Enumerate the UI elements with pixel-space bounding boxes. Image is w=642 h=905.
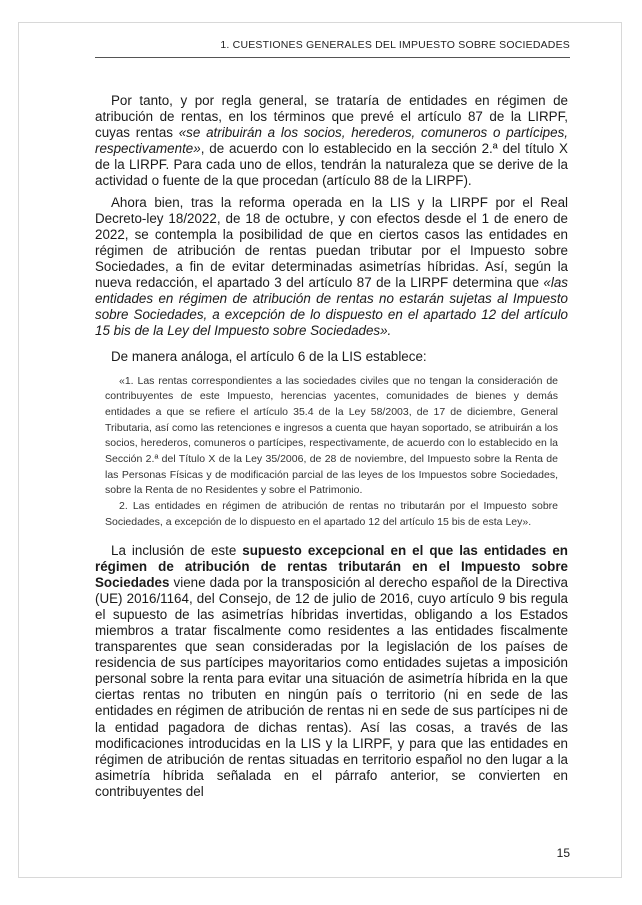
legal-quote (105, 374, 558, 531)
paragraph-2 (95, 195, 568, 340)
page-number: 15 (556, 846, 570, 860)
header-rule (95, 57, 570, 58)
paragraph-4-text-c: viene dada por la transposición al derecho español de la Directiva (UE) 2016/1164, del Consejo, de 12 de julio de 2016, cuyo artículo 9 bis regula el supuesto de las asimetrías híbridas invertidas, obligando a los Estados miembros a tratar fiscalmente como residentes a las entidades fiscalmente transparentes que sean consideradas por la legislación de los países de residencia de sus partícipes mayoritarios como entidades sujetas a imposición personal sobre la renta para evitar una situación de asimetría híbrida en la que ciertas rentas no tributen en ningún país o territorio (ni en sede de las entidades en régimen de atribución de rentas ni en sede de sus partícipes ni de la entidad pagadora de dichas rentas). Así las cosas, a través de las modificaciones introducidas en la LIS y la LIRPF, y para que las entidades en régimen de atribución de rentas situadas en territorio español no den lugar a la asimetría híbrida señalada en el párrafo anterior, se convierten en contribuyentes del (95, 574, 568, 799)
paragraph-4-text-a: La inclusión de este (111, 542, 243, 558)
legal-quote-item-2: 2. Las entidades en régimen de atribución de rentas no tributarán por el Impuesto sobre Sociedades, a excepción de lo dispuesto en el apartado 12 del artículo 15 bis de esta Ley». (105, 500, 558, 528)
page-body (95, 93, 568, 805)
running-header: 1. CUESTIONES GENERALES DEL IMPUESTO SOBRE SOCIEDADES (220, 39, 570, 51)
paragraph-4-bold: supuesto excepcional en el que las entidades en régimen de atribución de rentas tributarán en el Impuesto sobre Sociedades (95, 542, 568, 590)
paragraph-1 (95, 93, 568, 190)
legal-quote-item-1: «1. Las rentas correspondientes a las sociedades civiles que no tengan la consideración de contribuyentes de este Impuesto, herencias yacentes, comunidades de bienes y demás entidades a que se refiere el artículo 35.4 de la Ley 58/2003, de 17 de diciembre, General Tributaria, así como las retenciones e ingresos a cuenta que hayan soportado, se atribuirán a los socios, herederos, comuneros o partícipes, respectivamente, de acuerdo con lo establecido en la Sección 2.ª del Título X de la Ley 35/2006, de 28 de noviembre, del Impuesto sobre la Renta de las Personas Físicas y de modificación parcial de las leyes de los Impuestos sobre Sociedades, sobre la Renta de no Residentes y sobre el Patrimonio. (105, 374, 558, 497)
paragraph-4 (95, 543, 568, 801)
paragraph-1-text-c: , de acuerdo con lo establecido en la sección 2.ª del título X de la LIRPF. Para cada uno de ellos, tendrán la naturaleza que se derive de la actividad o fuente de la que procedan (artículo 88 de la LIRPF). (95, 141, 568, 189)
paragraph-1-text-a: Por tanto, y por regla general, se trataría de entidades en régimen de atribución de rentas, en los términos que prevé el artículo 87 de la LIRPF, cuyas rentas (95, 93, 568, 141)
paragraph-2-text-a: Ahora bien, tras la reforma operada en la LIS y la LIRPF por el Real Decreto-ley 18/2022, de 18 de octubre, y con efectos desde el 1 de enero de 2022, se contempla la posibilidad de que en ciertos casos las entidades en régimen de atribución de rentas puedan tributar por el Impuesto sobre Sociedades, a fin de evitar determinadas asimetrías híbridas. Así, según la nueva redacción, el apartado 3 del artículo 87 de la LIRPF determina que (95, 194, 568, 291)
paragraph-2-quote: «las entidades en régimen de atribución de rentas no estarán sujetas al Impuesto sobre Sociedades, a excepción de lo dispuesto en el apartado 12 del artículo 15 bis de la Ley del Impuesto sobre Sociedades». (95, 275, 568, 339)
paragraph-1-quote: «se atribuirán a los socios, herederos, comuneros o partícipes, respectivamente» (95, 125, 568, 157)
paragraph-3: De manera análoga, el artículo 6 de la LIS establece: (111, 349, 427, 365)
